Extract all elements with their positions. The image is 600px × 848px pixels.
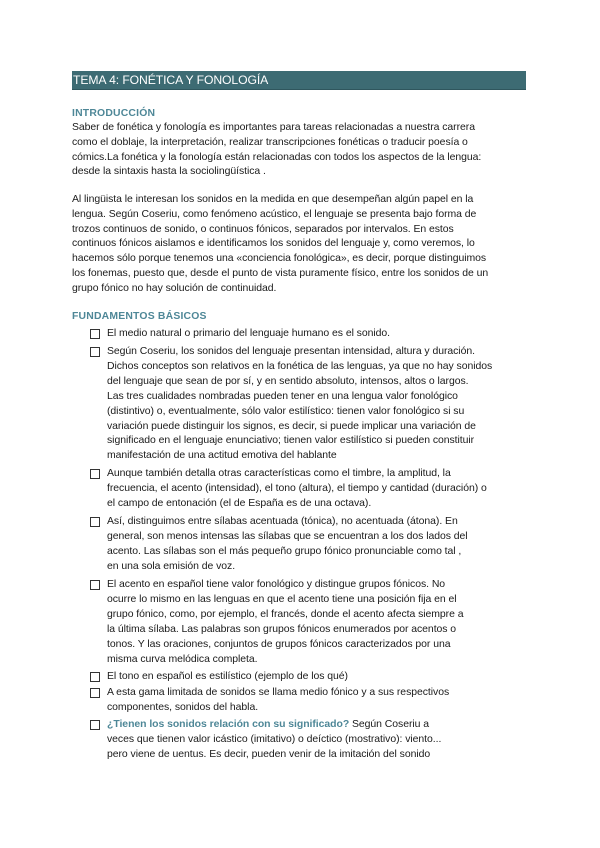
text-line: como el doblaje, la interpretación, realizar transcripciones fonéticas o traducir poesía o: [72, 136, 468, 148]
text-line: Según Coseriu, los sonidos del lenguaje presentan intensidad, altura y duración.: [107, 346, 475, 357]
text-line: tonos. Y las oraciones, conjuntos de grupos fónicos caracterizados por una: [107, 638, 451, 650]
text-line: Saber de fonética y fonología es importantes para tareas relacionadas a nuestra carrera: [72, 122, 475, 133]
text-line: desde la sintaxis hasta la sociolingüística .: [72, 166, 266, 178]
page-title: TEMA 4: FONÉTICA Y FONOLOGÍA: [73, 73, 269, 87]
checkbox-icon: [90, 580, 100, 590]
text-line: frecuencia, el acento (intensidad), el tono (altura), el tiempo y cantidad (duración) o: [107, 482, 487, 494]
checkbox-icon: [90, 469, 100, 479]
text-line: los fonemas, puesto que, desde el punto de vista puramente físico, entre los sonidos de un: [72, 267, 489, 279]
bullet-text: [107, 467, 487, 512]
text-line: Al lingüista le interesan los sonidos en la medida en que desempeñan algún papel en la: [72, 194, 474, 205]
text-line: lengua. Según Coseriu, como fenómeno acústico, el lenguaje se presenta bajo forma de: [72, 208, 477, 220]
fundamentos-heading: FUNDAMENTOS BÁSICOS: [72, 311, 207, 322]
text-line: hacemos sólo porque tenemos una «conciencia fonológica», es decir, porque distinguimos: [72, 253, 487, 265]
text-line: (distintivo) o, eventualmente, sólo valor estilístico: tienen valor fonológico si su: [107, 405, 465, 417]
text-line: El medio natural o primario del lenguaje humano es el sonido.: [107, 328, 390, 339]
checkbox-icon: [90, 347, 100, 357]
bullet-text: [107, 327, 390, 342]
text-line: significado en el lenguaje enunciativo; tienen valor estilístico si pueden constituir: [107, 435, 475, 447]
intro-heading: INTRODUCCIÓN: [72, 108, 156, 119]
bullet-text: [107, 686, 449, 716]
bullet-text: [107, 345, 492, 464]
text-line: Las tres cualidades nombradas pueden tener en una lengua valor fonológico: [107, 390, 458, 402]
text-line: manifestación de una actitud emotiva del hablante: [107, 450, 337, 462]
text-line: pero viene de uentus. Es decir, pueden venir de la imitación del sonido: [107, 748, 431, 760]
text-line: cómics.La fonética y la fonología están relacionadas con todos los aspectos de la lengua:: [72, 151, 482, 163]
text-line: Así, distinguimos entre sílabas acentuada (tónica), no acentuada (átona). En: [107, 516, 458, 527]
text-line: grupo fónico, como, por ejemplo, el francés, donde el acento afecta siempre a: [107, 608, 464, 620]
text-line: trozos continuos de sonido, o continuos fónicos, separados por intervalos. En estos: [72, 223, 454, 235]
checkbox-icon: [90, 688, 100, 698]
text-line: [107, 718, 441, 733]
text-line: El tono en español es estilístico (ejemplo de los qué): [107, 671, 348, 682]
checkbox-icon: [90, 720, 100, 730]
text-line: continuos fónicos aislamos e identificamos los sonidos del lenguaje y, como veremos, lo: [72, 238, 475, 250]
bullet-text: [107, 718, 441, 763]
intro-paragraph-2: [72, 193, 526, 297]
bullet-text: [107, 670, 348, 685]
text-line: acento. Las sílabas son el más pequeño grupo fónico pronunciable como tal ,: [107, 545, 462, 557]
checkbox-icon: [90, 329, 100, 339]
checkbox-icon: [90, 672, 100, 682]
question-answer-start: Según Coseriu a: [349, 719, 430, 730]
text-line: ocurre lo mismo en las lenguas en que el acento tiene una posición fija en el: [107, 593, 457, 605]
title-bar: [72, 71, 526, 90]
text-line: en una sola emisión de voz.: [107, 560, 236, 572]
text-line: Aunque también detalla otras características como el timbre, la amplitud, la: [107, 468, 451, 479]
text-line: el campo de entonación (el de España es de una octava).: [107, 497, 372, 509]
bullet-text: [107, 515, 468, 575]
intro-paragraph-1: [72, 121, 526, 180]
text-line: componentes, sonidos del habla.: [107, 701, 259, 713]
text-line: Dichos conceptos son relativos en la fonética de las lenguas, ya que no hay sonidos: [107, 360, 493, 372]
text-line: A esta gama limitada de sonidos se llama medio fónico y a sus respectivos: [107, 687, 450, 698]
text-line: misma curva melódica completa.: [107, 653, 258, 665]
bullet-text: [107, 578, 463, 667]
question-text: ¿Tienen los sonidos relación con su significado?: [107, 719, 350, 730]
text-line: variación puede distinguir los signos, es decir, si puede implicar una variación de: [107, 420, 476, 432]
text-line: veces que tienen valor icástico (imitativo) o deíctico (mostrativo): viento...: [107, 733, 442, 745]
text-line: grupo fónico no hay solución de continuidad.: [72, 282, 277, 294]
text-line: la última sílaba. Las palabras son grupos fónicos enumerados por acentos o: [107, 623, 457, 635]
text-line: El acento en español tiene valor fonológico y distingue grupos fónicos. No: [107, 579, 446, 590]
text-line: general, son menos intensas las sílabas que se encuentran a los dos lados del: [107, 530, 468, 542]
text-line: del lenguaje que sean de por sí, y en sentido absoluto, intensos, altos o largos.: [107, 375, 469, 387]
checkbox-icon: [90, 517, 100, 527]
